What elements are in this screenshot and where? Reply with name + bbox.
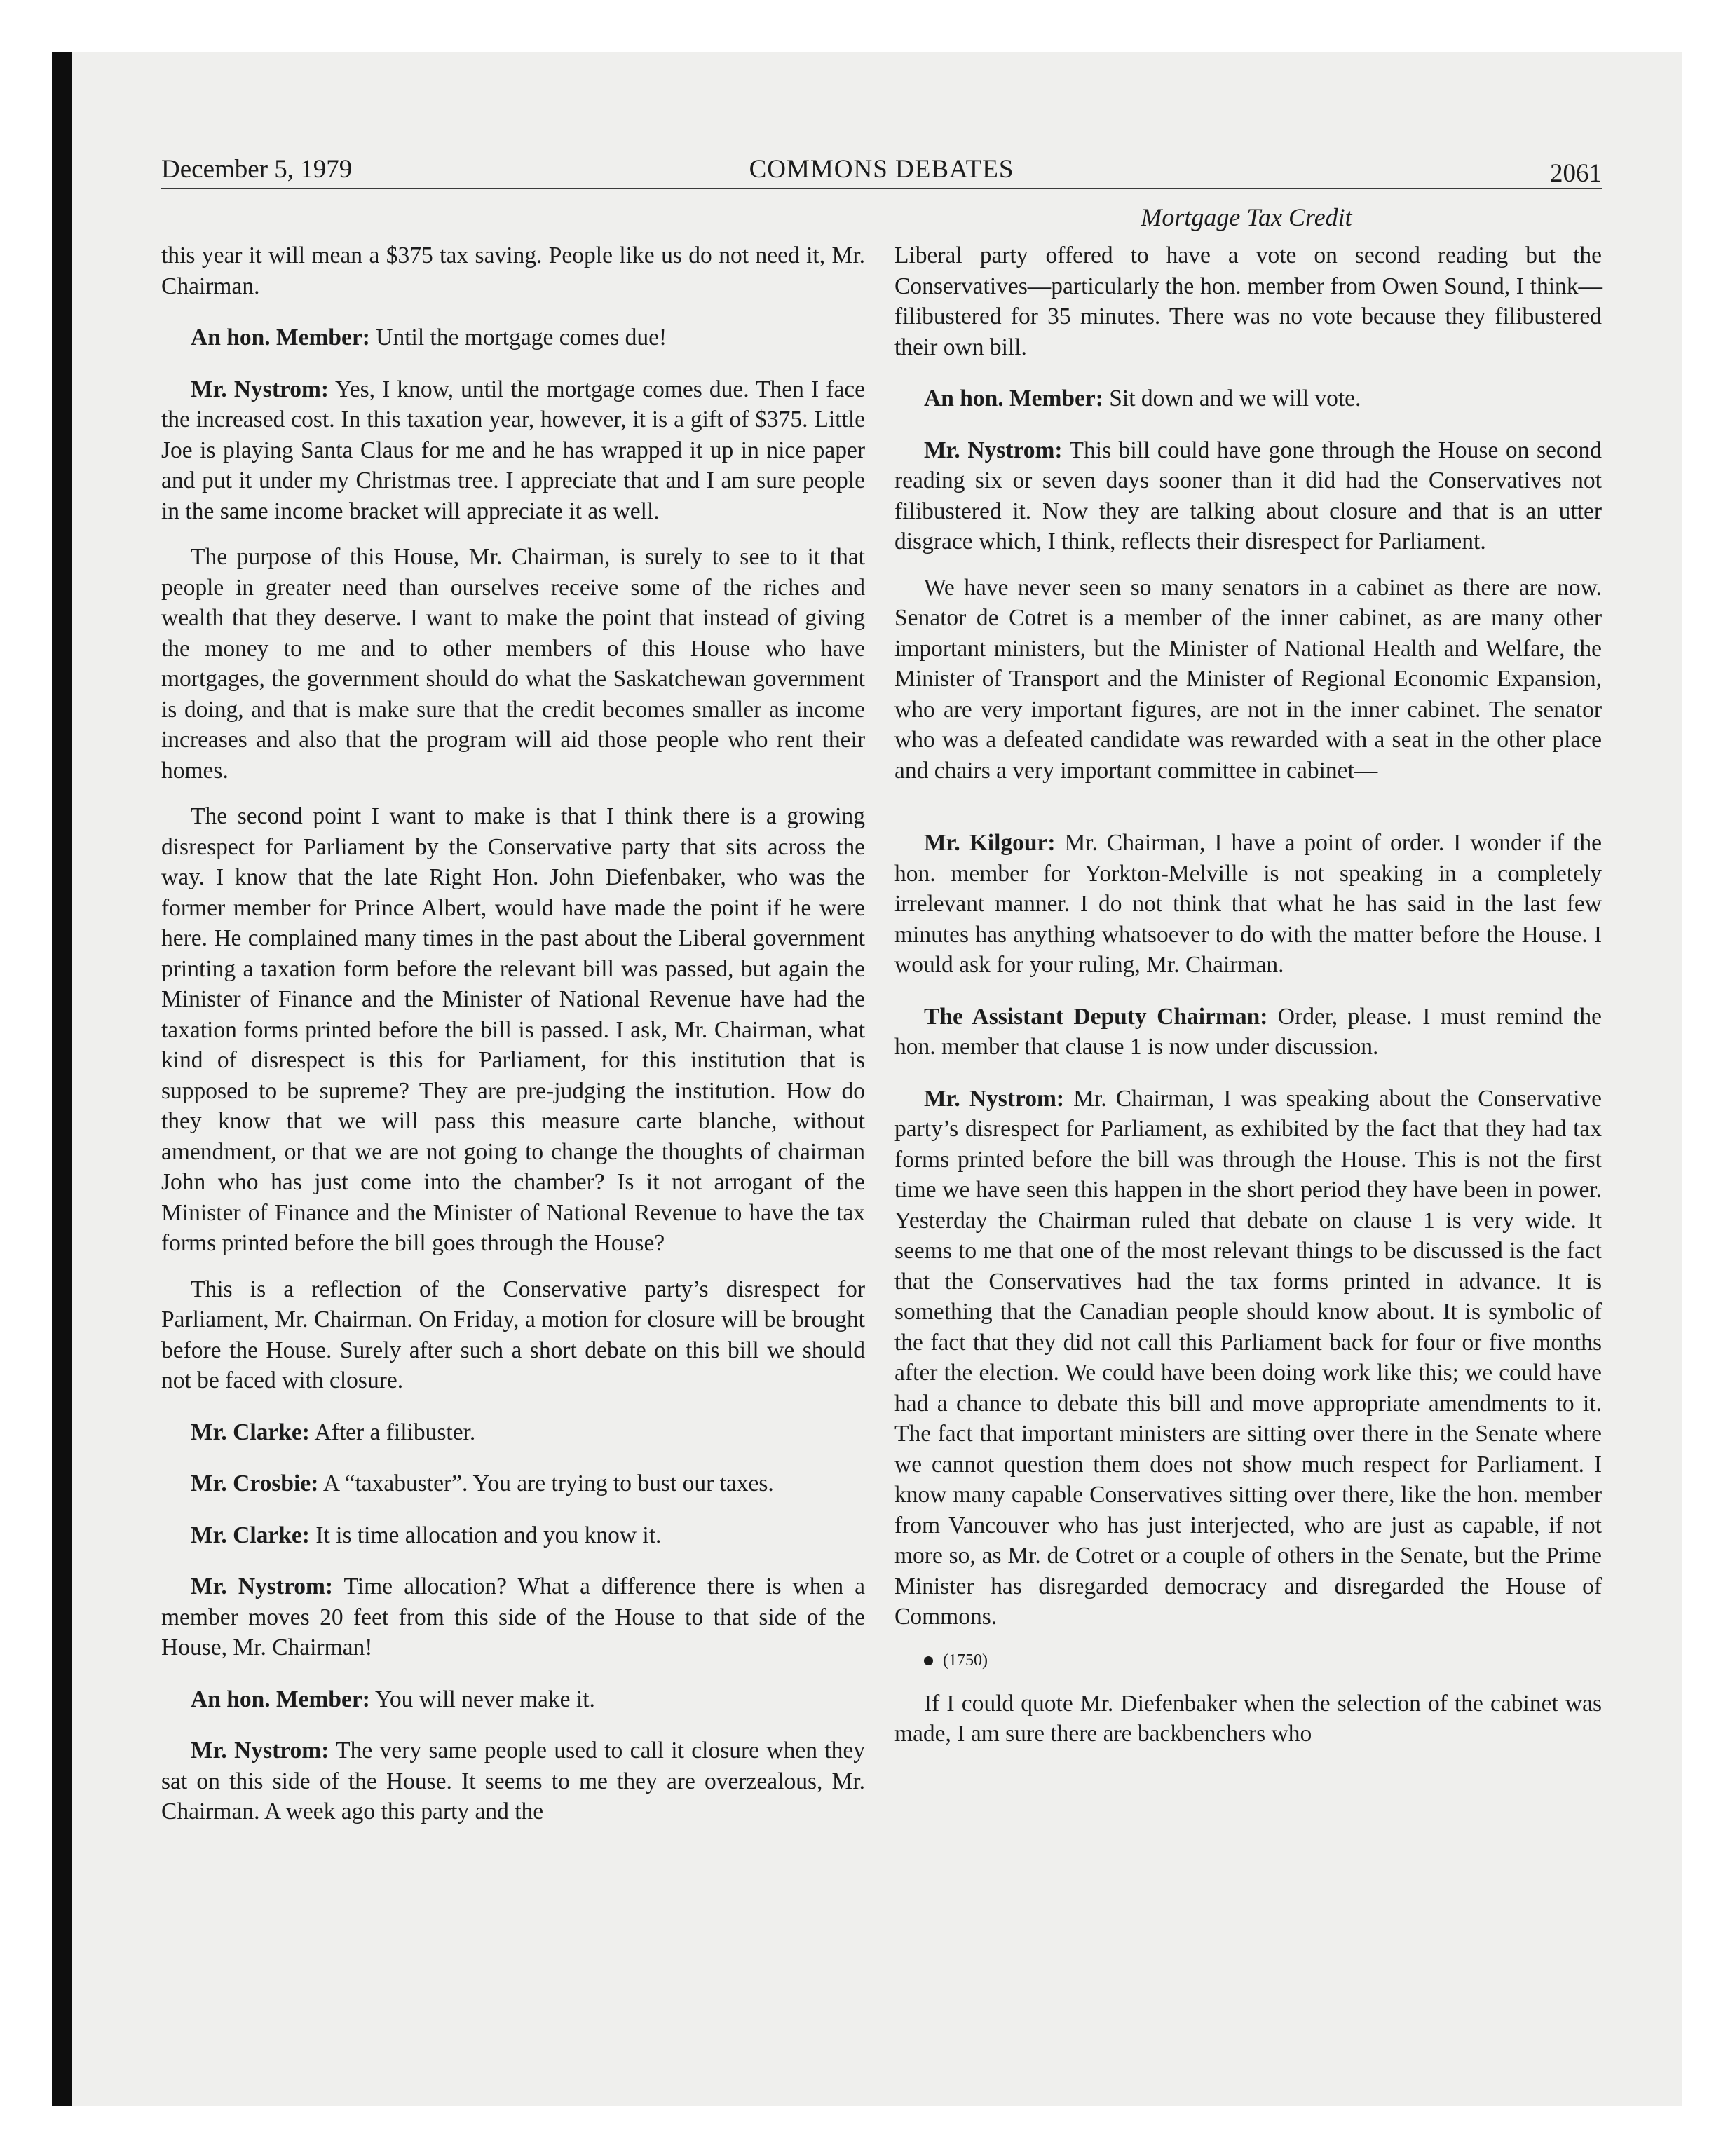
paragraph xyxy=(894,573,1602,786)
paragraph-text: You will never make it. xyxy=(375,1686,595,1712)
paragraph-text: If I could quote Mr. Diefenbaker when the selection of the cabinet was made, I am sure there are backbenchers who xyxy=(894,1690,1602,1747)
paragraph-text: Mr. Chairman, I was speaking about the Conservative party’s disrespect for Parliament, as exhibited by the fact that they had tax forms printed before the bill was through the House. This is not the first time we have seen this happen in the short period they have been in power. Yesterday the Chairman ruled that debate on clause 1 is very wide. It seems to me that one of the most relevant things to be discussed is the fact that the Conservatives had the tax forms printed in advance. It is something that the Canadian people should know about. It is symbolic of the fact that they did not call this Parliament back for four or five months after the election. We could have been doing work like this; we could have had a chance to debate this bill and move appropriate amendments to it. The fact that important ministers are sitting over there in the Senate where we cannot question them does not show much respect for Parliament. I know many capable Conservatives sitting over there, like the hon. member from Vancouver who has just interjected, who are just as capable, if not more so, as Mr. de Cotret or a couple of others in the Senate, but the Prime Minister has disregarded democracy and disregarded the House of Commons. xyxy=(894,1085,1603,1630)
paragraph xyxy=(894,383,1602,414)
paragraph-text: This bill could have gone through the House on second reading six or seven days sooner than it did had the Conservatives not filibustered it. Now they are talking about closure and that is an utter disgrace which, I think, reflects their disrespect for Parliament. xyxy=(894,437,1602,554)
header-date: December 5, 1979 xyxy=(161,155,353,184)
speaker-name: Mr. Nystrom: xyxy=(191,376,329,402)
speaker-name: An hon. Member: xyxy=(191,1686,370,1712)
scan-binding-edge xyxy=(52,52,72,2106)
paragraph xyxy=(894,240,1602,362)
paragraph-text: Liberal party offered to have a vote on second reading but the Conservatives—particularly the hon. member from Owen Sound, I think—filibustered for 35 minutes. There was no vote because they filibustered their own bill. xyxy=(894,243,1602,360)
paragraph-text: A “taxabuster”. You are trying to bust our taxes. xyxy=(322,1471,774,1496)
paragraph-text: Time allocation? What a difference there is when a member moves 20 feet from this side of the House to that side of the House, Mr. Chairman! xyxy=(161,1574,866,1660)
header-page-number: 2061 xyxy=(1550,159,1602,188)
paragraph xyxy=(161,1417,865,1448)
time-marker-text: (1750) xyxy=(943,1651,988,1670)
bullet-icon xyxy=(924,1656,933,1665)
speaker-name: Mr. Kilgour: xyxy=(924,830,1056,856)
paragraph xyxy=(161,322,865,353)
paragraph xyxy=(161,1520,865,1551)
paragraph-text: The second point I want to make is that I think there is a growing disrespect for Parliament by the Conservative party that sits across the way. I know that the late Right Hon. John Diefenbaker, who was the former member for Prince Albert, would have made the point if he were here. He complained many times in the past about the Liberal government printing a taxation form before the relevant bill was passed, but again the Minister of Finance and the Minister of National Revenue have had the taxation forms printed before the bill is passed. I ask, Mr. Chairman, what kind of disrespect is this for Parliament, for this institution that is supposed to be supreme? They are pre-judging the institution. How do they know that we will pass this measure carte blanche, without amendment, or that we are not going to change the thoughts of chairman John who has just come into the chamber? Is it not arrogant of the Minister of Finance and the Minister of National Revenue to have the tax forms printed before the bill goes through the House? xyxy=(161,803,865,1256)
paragraph xyxy=(894,1688,1602,1749)
paragraph xyxy=(161,1571,865,1663)
header-rule xyxy=(161,188,1602,189)
speaker-name: An hon. Member: xyxy=(191,325,370,350)
paragraph xyxy=(161,1274,865,1396)
paragraph xyxy=(894,435,1602,557)
speaker-name: Mr. Nystrom: xyxy=(924,437,1063,463)
speaker-name: Mr. Nystrom: xyxy=(191,1738,329,1763)
header-journal-title: COMMONS DEBATES xyxy=(749,155,1014,184)
left-column xyxy=(161,240,865,1843)
speaker-name: Mr. Clarke: xyxy=(191,1419,310,1445)
speaker-name: Mr. Clarke: xyxy=(191,1522,310,1548)
paragraph xyxy=(894,1002,1602,1063)
paragraph-text: Yes, I know, until the mortgage comes due. Then I face the increased cost. In this taxation year, however, it is a gift of $375. Little Joe is playing Santa Claus for me and he has wrapped it up in nice paper and put it under my Christmas tree. I appreciate that and I am sure people in the same income bracket will appreciate it as well. xyxy=(161,376,866,524)
paragraph-text: Order, please. I must remind the hon. member that clause 1 is now under discussion. xyxy=(894,1003,1602,1060)
speaker-name: Mr. Crosbie: xyxy=(191,1471,319,1496)
paragraph-text: The purpose of this House, Mr. Chairman, is surely to see to it that people in greater need than ourselves receive some of the riches and wealth that they deserve. I want to make the point that instead of giving the money to me and to other members of this House who have mortgages, the government should do what the Saskatchewan government is doing, and that is make sure that the credit becomes smaller as income increases and also that the program will aid those people who rent their homes. xyxy=(161,544,865,784)
running-header xyxy=(161,150,1602,189)
time-marker xyxy=(894,1648,1602,1673)
paragraph xyxy=(894,1084,1602,1632)
paragraph-text: Mr. Chairman, I have a point of order. I wonder if the hon. member for Yorkton-Melville is not speaking in a completely irrelevant manner. I do not think that what he has said in the last few minutes has anything whatsoever to do with the matter before the House. I would ask for your ruling, Mr. Chairman. xyxy=(894,830,1602,978)
paragraph xyxy=(161,801,865,1259)
right-column xyxy=(894,240,1602,1765)
paragraph-text: This is a reflection of the Conservative party’s disrespect for Parliament, Mr. Chairman. On Friday, a motion for closure will be brought before the House. Surely after such a short debate on this bill we should not be faced with closure. xyxy=(161,1276,865,1393)
speaker-name: Mr. Nystrom: xyxy=(191,1574,334,1599)
speaker-name: Mr. Nystrom: xyxy=(924,1085,1065,1112)
paragraph xyxy=(161,374,865,527)
paragraph-text: Sit down and we will vote. xyxy=(1109,386,1361,411)
paragraph xyxy=(161,1684,865,1715)
paragraph xyxy=(894,828,1602,981)
speaker-name: An hon. Member: xyxy=(924,386,1103,411)
speaker-name: The Assistant Deputy Chairman: xyxy=(924,1003,1268,1030)
paragraph xyxy=(161,1468,865,1499)
paragraph-text: We have never seen so many senators in a cabinet as there are now. Senator de Cotret is a member of the inner cabinet, as are many other important ministers, but the Minister of National Health and Welfare, the Minister of Transport and the Minister of Regional Economic Expansion, who are very important figures, are not in the inner cabinet. The senator who was a defeated candidate was rewarded with a seat in the other place and chairs a very important committee in cabinet— xyxy=(894,574,1602,784)
paragraph-text: It is time allocation and you know it. xyxy=(315,1522,662,1548)
paragraph xyxy=(161,240,865,301)
paragraph xyxy=(161,542,865,786)
paragraph xyxy=(161,1735,865,1827)
paragraph-text: After a filibuster. xyxy=(314,1419,476,1445)
paragraph-text: The very same people used to call it closure when they sat on this side of the House. It seems to me they are overzealous, Mr. Chairman. A week ago this party and the xyxy=(161,1738,866,1824)
paragraph-text: Until the mortgage comes due! xyxy=(376,325,667,350)
paragraph-text: this year it will mean a $375 tax saving. People like us do not need it, Mr. Chairman. xyxy=(161,243,865,299)
subject-heading: Mortgage Tax Credit xyxy=(1141,203,1352,231)
